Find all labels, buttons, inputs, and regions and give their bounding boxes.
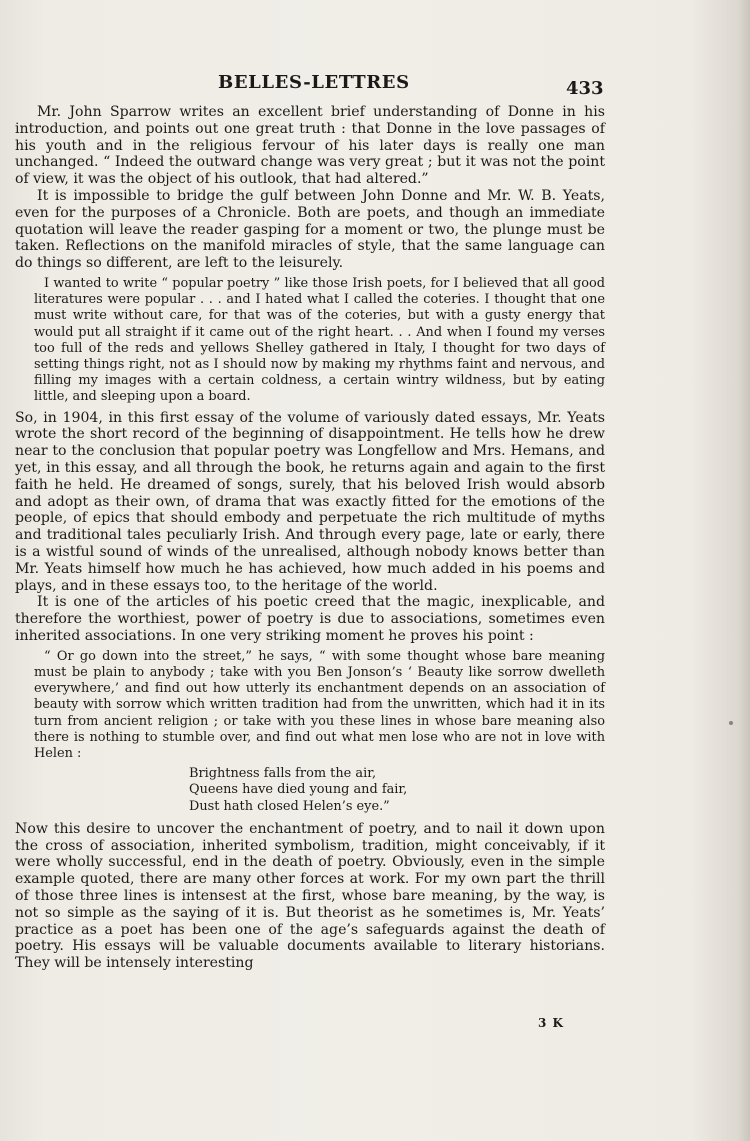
paragraph-donne-yeats: It is impossible to bridge the gulf between John Donne and Mr. W. B. Yeats, even for the purposes of a Chronicle. Both are poets, and though an immediate quotation will leave the reader gasping for a moment or two, the plunge must be taken. Reflections on the manifold miracles of style, that the same language can do things so different, are left to the leisurely. bbox=[15, 187, 605, 272]
paragraph-1904-essay: So, in 1904, in this first essay of the volume of variously dated essays, Mr. Yeats wrote the short record of the beginning of disappointment. He tells how he drew near to the conclusion that popular poetry was Longfellow and Mrs. Hemans, and yet, in this essay, and all through the book, he returns again and again to the first faith he held. He dreamed of songs, surely, that his beloved Irish would absorb and adopt as their own, of drama that was exactly fitted for the emotions of the people, of epics that should embody and perpetuate the rich multitude of myths and traditional tales peculiarly Irish. And through every page, late or early, there is a wistful sound of winds of the unrealised, although nobody knows better than Mr. Yeats himself how much he has achieved, how much added in his poems and plays, and in these essays too, to the heritage of the world. bbox=[15, 409, 605, 594]
verse-line: Queens have died young and fair, bbox=[189, 782, 408, 798]
block-quote-popular-poetry: I wanted to write “ popular poetry ” like those Irish poets, for I believed that all good literatures were popular . . . and I hated what I called the coteries. I thought that one must write without care, for that was of the coteries, but with a gusty energy that would put all straight if it came out of the right heart. . . And when I found my verses too full of the reds and yellows Shelley gathered in Italy, I thought for two days of setting things right, not as I should now by making my rhythms faint and nervous, and filling my images with a certain coldness, a certain wintry wildness, but by eating little, and sleeping upon a board. bbox=[34, 275, 605, 405]
verse-line: Brightness falls from the air, bbox=[189, 766, 377, 782]
page-edge-shadow bbox=[738, 0, 750, 1141]
paragraph-enchantment: Now this desire to uncover the enchantment of poetry, and to nail it down upon the cross of association, inherited symbolism, tradition, might conceivably, if it were wholly successful, end in the death of poetry. Obviously, even in the simple example quoted, there are many other forces at work. For my own part the thrill of those three lines is intensest at the first, whose bare meaning, by the way, is not so simple as the saying of it is. But theorist as he sometimes is, Mr. Yeats’ practice as a poet has been one of the age’s safeguards against the death of poetry. His essays will be valuable documents available to literary historians. They will be intensely interesting bbox=[15, 820, 605, 972]
running-head bbox=[0, 72, 750, 102]
running-title: BELLES-LETTRES bbox=[218, 72, 410, 93]
verse-quotation bbox=[189, 766, 605, 815]
verse-line: Dust hath closed Helen’s eye.” bbox=[189, 798, 390, 814]
article-body bbox=[15, 104, 605, 972]
page-number: 433 bbox=[566, 78, 604, 99]
signature-mark: 3 K bbox=[538, 1016, 564, 1030]
block-quote-street: “ Or go down into the street,” he says, “ with some thought whose bare meaning must be plain to anybody ; take with you Ben Jonson’s ‘ Beauty like sorrow dwelleth everywhere,’ and find out how utterly its enchantment depends on an association of beauty with sorrow which written tradition had from the unwritten, which had it in its turn from ancient religion ; or take with you these lines in whose bare meaning also there is nothing to stumble over, and find out what men lose who are not in love with Helen : bbox=[34, 648, 605, 761]
paragraph-poetic-creed: It is one of the articles of his poetic creed that the magic, inexplicable, and therefore the worthiest, power of poetry is due to associations, sometimes even inherited associations. In one very striking moment he proves his point : bbox=[15, 594, 605, 644]
paragraph-sparrow-donne: Mr. John Sparrow writes an excellent brief understanding of Donne in his introduction, and points out one great truth : that Donne in the love passages of his youth and in the religious fervour of his later days is really one man unchanged. “ Indeed the outward change was very great ; but it was not the point of view, it was the object of his outlook, that had altered.” bbox=[15, 104, 605, 188]
paper-blemish bbox=[729, 721, 733, 725]
